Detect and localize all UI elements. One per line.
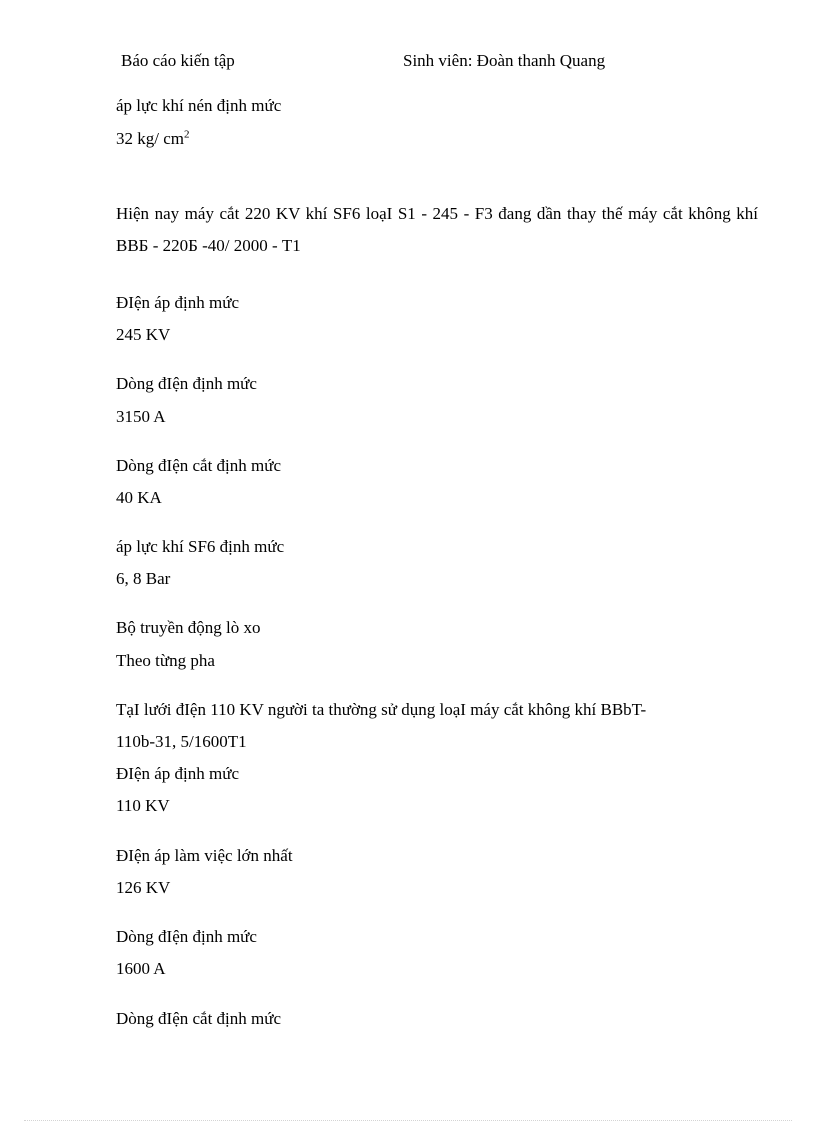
text-line: áp lực khí SF6 định mức: [116, 537, 285, 556]
text-line: Dòng đIện định mức: [116, 374, 257, 393]
page-header: [121, 49, 681, 73]
text-line: TạI lưới đIện 110 KV người ta thường sử dụng loạI máy cắt không khí BBbT-: [116, 700, 647, 719]
text-line: ĐIện áp định mức: [116, 764, 239, 783]
text-line: 110b-31, 5/1600T1: [116, 732, 247, 751]
text-line: 6, 8 Bar: [116, 569, 171, 588]
paragraph: Hiện nay máy cắt 220 KV khí SF6 loạI S1 - 245 - F3 đang dần thay thế máy cắt không khí BBБ - 220Б -40/ 2000 - T1: [116, 204, 758, 255]
student-name: Sinh viên: Đoàn thanh Quang: [403, 51, 606, 70]
text-line: ĐIện áp định mức: [116, 293, 239, 312]
text-line: Dòng đIện cắt định mức: [116, 456, 282, 475]
text-line: áp lực khí nén định mức: [116, 96, 282, 115]
text-line: Bộ truyền động lò xo: [116, 618, 261, 637]
text-line: 1600 A: [116, 959, 166, 978]
text-line: 126 KV: [116, 878, 171, 897]
text-line: ĐIện áp làm việc lớn nhất: [116, 846, 293, 865]
superscript: 2: [184, 128, 190, 141]
pressure-value-text: 32 kg/ cm: [116, 129, 184, 148]
report-title: Báo cáo kiến tập: [121, 51, 235, 70]
text-line: Theo từng pha: [116, 651, 215, 670]
text-line: 40 KA: [116, 488, 162, 507]
text-line: 110 KV: [116, 796, 170, 815]
page-bottom-rule: [24, 1120, 792, 1121]
pressure-value: [116, 127, 190, 151]
text-line: 245 KV: [116, 325, 171, 344]
text-line: Dòng đIện định mức: [116, 927, 257, 946]
text-line: Dòng đIện cắt định mức: [116, 1009, 282, 1028]
text-line: 3150 A: [116, 407, 166, 426]
